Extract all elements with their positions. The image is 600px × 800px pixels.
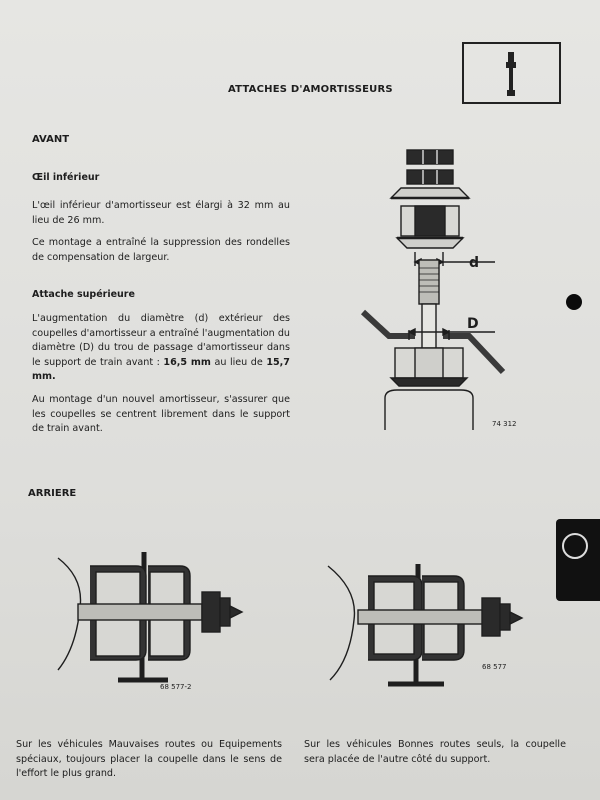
upper-mount-text-2: au lieu de <box>210 356 267 368</box>
subheading-upper-mount: Attache supérieure <box>32 289 135 300</box>
rear-mount-diagram-left <box>28 548 258 688</box>
rear-caption-right: Sur les véhicules Bonnes routes seuls, la coupelle sera placée de l'autre côté du support. <box>304 739 566 765</box>
section-icon-box <box>462 42 561 104</box>
lower-eye-paragraph-2: Ce montage a entraîné la suppression des rondelles de compensation de largeur. <box>32 237 290 263</box>
section-heading-rear: ARRIERE <box>28 488 77 499</box>
label-d: d <box>469 255 480 271</box>
upper-mount-paragraph-2: Au montage d'un nouvel amortisseur, s'assurer que les coupelles se centrent librement dans le support de train avant. <box>32 394 290 434</box>
new-diameter-value: 16,5 mm <box>163 356 211 368</box>
shock-absorber-icon <box>464 44 559 102</box>
old-diameter-value: 15,7 mm. <box>32 356 290 382</box>
label-D: D <box>467 316 479 332</box>
section-tab-hole <box>562 533 588 559</box>
lower-eye-paragraph-1: L'œil inférieur d'amortisseur est élargi à 32 mm au lieu de 26 mm. <box>32 200 290 226</box>
subheading-lower-eye: Œil inférieur <box>32 172 100 183</box>
rear-caption-left: Sur les véhicules Mauvaises routes ou Equipements spéciaux, toujours placer la coupelle dans le sens de l'effort le plus grand. <box>16 739 282 779</box>
upper-mount-text-1: L'augmentation du diamètre (d) extérieur des coupelles d'amortisseur a entraîné l'augmentation du diamètre (D) du trou de passage d'amortisseur dans le support de train avant : <box>32 313 290 368</box>
page-title: ATTACHES D'AMORTISSEURS <box>228 84 393 95</box>
front-mount-diagram <box>355 140 535 430</box>
front-figure-ref: 74 312 <box>492 420 517 428</box>
section-heading-front: AVANT <box>32 134 70 145</box>
section-tab <box>556 519 600 601</box>
rear-left-figure-ref: 68 577-2 <box>160 683 192 691</box>
rear-right-figure-ref: 68 577 <box>482 663 507 671</box>
upper-mount-paragraph-1 <box>32 312 290 385</box>
binder-hole <box>566 294 582 310</box>
rear-mount-diagram-right <box>318 560 548 690</box>
